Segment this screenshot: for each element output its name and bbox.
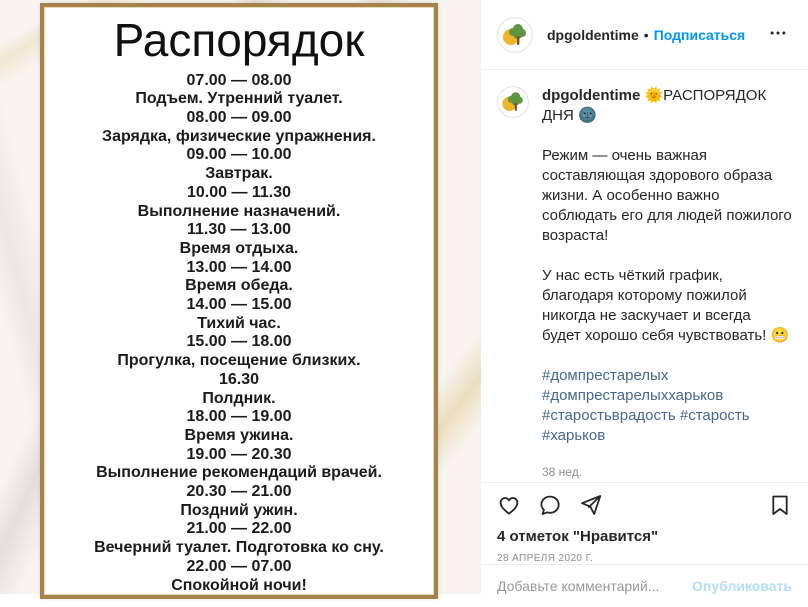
schedule-time: 15.00 — 18.00 (186, 333, 292, 351)
schedule-time: 11.30 — 13.00 (186, 221, 292, 239)
schedule-time: 16.30 (218, 370, 260, 388)
post-header (481, 0, 808, 70)
caption-username[interactable]: dpgoldentime (542, 87, 641, 104)
schedule-list (44, 72, 434, 596)
schedule-activity: Тихий час. (197, 314, 281, 332)
action-bar (481, 482, 808, 526)
schedule-time: 18.00 — 19.00 (186, 408, 292, 426)
post-age: 38 нед. (542, 465, 583, 479)
comment-box (481, 564, 808, 607)
schedule-activity: Завтрак. (205, 165, 273, 183)
follow-button[interactable]: Подписаться (653, 26, 746, 43)
schedule-time: 13.00 — 14.00 (186, 258, 292, 276)
schedule-card (40, 3, 438, 599)
heart-icon[interactable] (497, 493, 521, 517)
schedule-activity: Зарядка, физические упражнения. (102, 127, 376, 145)
tree-logo-icon (497, 86, 529, 118)
post-detail-panel (481, 0, 808, 594)
schedule-activity: Поздний ужин. (180, 501, 298, 519)
post-date: 28 АПРЕЛЯ 2020 Г. (497, 553, 594, 564)
schedule-activity: Подъем. Утренний туалет. (135, 90, 343, 108)
avatar[interactable] (497, 17, 533, 53)
schedule-activity: Выполнение назначений. (137, 202, 341, 220)
schedule-time: 07.00 — 08.00 (186, 71, 292, 89)
schedule-activity: Выполнение рекомендаций врачей. (96, 464, 382, 482)
comment-input[interactable] (497, 578, 692, 594)
schedule-time: 20.30 — 21.00 (186, 483, 292, 501)
caption-paragraph-1: Режим — очень важная составляющая здорового образа жизни. А особенно важно соблюдать его для людей пожилого возраста! (542, 147, 792, 244)
more-options-icon[interactable] (764, 19, 792, 50)
likes-count[interactable]: 4 отметок "Нравится" (497, 528, 659, 545)
schedule-time: 21.00 — 22.00 (186, 520, 292, 538)
caption-headline-text: 🌞РАСПОРЯДОК ДНЯ 🌚 (542, 87, 767, 124)
publish-button[interactable]: Опубликовать (692, 578, 792, 594)
header-username[interactable]: dpgoldentime (547, 26, 639, 43)
tree-logo-icon (497, 17, 533, 53)
caption-paragraph-2: У нас есть чёткий график, благодаря которому пожилой никогда не заскучает и всегда будет хорошо себя чувствовать! 😬 (542, 267, 790, 344)
schedule-time: 19.00 — 20.30 (186, 445, 292, 463)
schedule-activity: Вечерний туалет. Подготовка ко сну. (94, 539, 384, 557)
username-separator: • (643, 26, 649, 43)
schedule-activity: Прогулка, посещение близких. (117, 352, 361, 370)
caption-body (542, 86, 792, 482)
schedule-time: 14.00 — 15.00 (186, 296, 292, 314)
share-icon[interactable] (579, 493, 603, 517)
schedule-activity: Время обеда. (185, 277, 293, 295)
schedule-activity: Время ужина. (184, 426, 294, 444)
schedule-title: Распорядок (113, 14, 365, 66)
caption-section (481, 70, 808, 482)
schedule-activity: Спокойной ночи! (171, 576, 307, 594)
schedule-time: 09.00 — 10.00 (186, 146, 292, 164)
schedule-time: 10.00 — 11.30 (186, 183, 292, 201)
comment-icon[interactable] (538, 493, 562, 517)
caption-avatar[interactable] (497, 86, 529, 118)
schedule-activity: Полдник. (202, 389, 276, 407)
schedule-time: 08.00 — 09.00 (186, 109, 292, 126)
caption-headline (542, 86, 792, 126)
schedule-activity: Время отдыха. (179, 239, 299, 257)
schedule-time: 22.00 — 07.00 (186, 557, 292, 575)
caption-hashtags[interactable]: #домпрестарелых #домпрестарелыххарьков #старостьврадость #старость #харьков (542, 367, 750, 444)
bookmark-icon[interactable] (768, 493, 792, 517)
